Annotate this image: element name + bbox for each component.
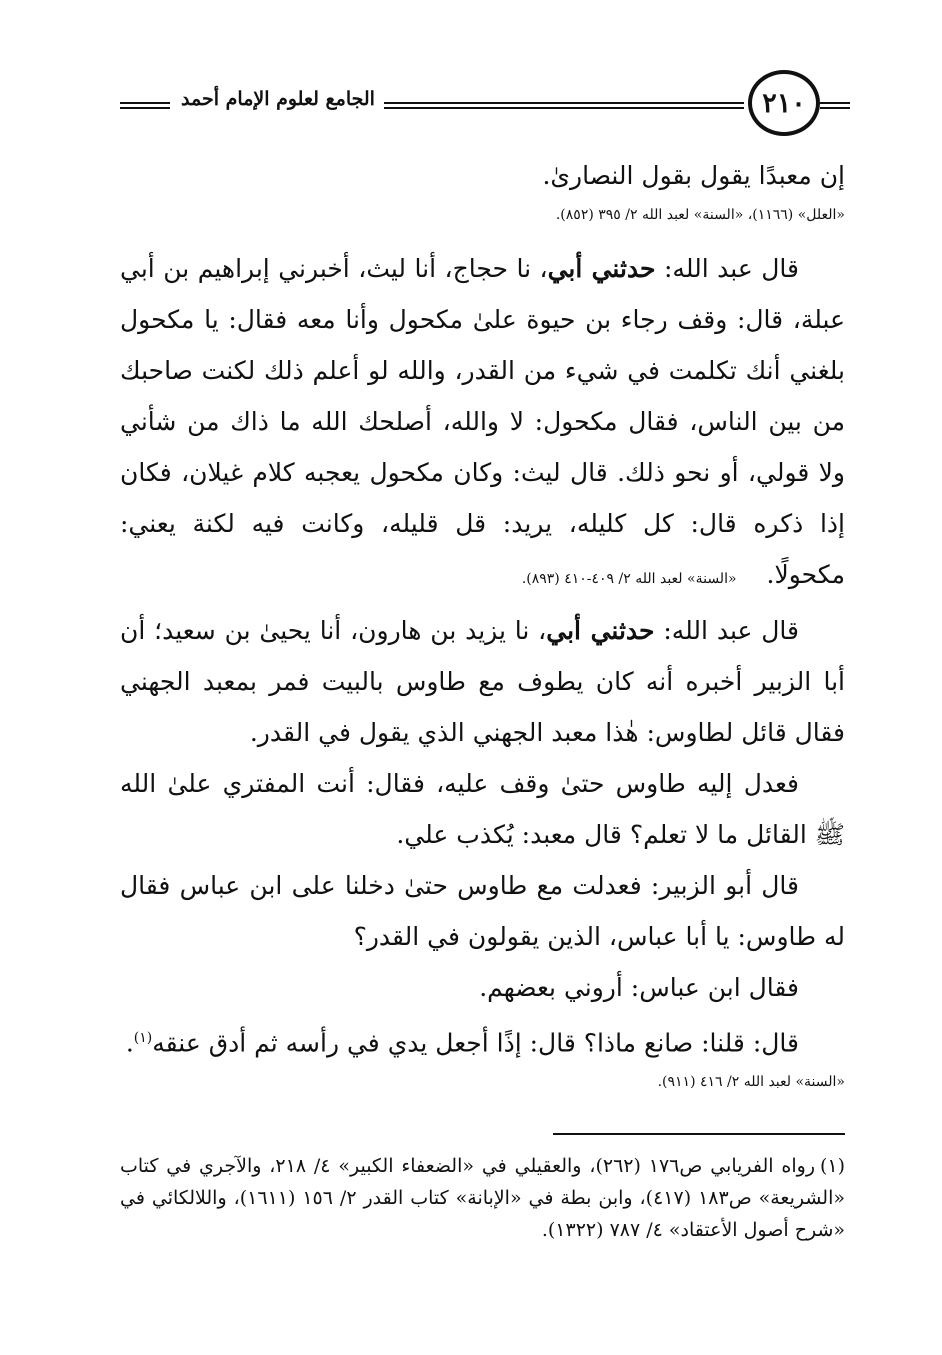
paragraph-text: قال: قلنا: صانع ماذا؟ قال: إذًا أجعل يدي في رأسه ثم أدق عنقه bbox=[152, 1028, 799, 1058]
header-rule-left bbox=[120, 102, 170, 109]
header-rule-right bbox=[820, 102, 850, 109]
narration-bold: حدثني أبي bbox=[547, 254, 656, 283]
narration-text: ، نا حجاج، أنا ليث، أخبرني إبراهيم بن أبي عبلة، قال: وقف رجاء بن حيوة علىٰ مكحول وأنا معه فقال: يا مكحول بلغني أنك تكلمت في شيء من القدر، والله لو أعلم ذلك لكنت صاحبك من بين الناس، فقال مكحول: لا والله، أصلحك الله ما ذاك من شأني ولا قولي، أو نحو ذلك. قال ليث: وكان مكحول يعجبه كلام غيلان، فكان إذا ذكره قال: كل كليله، يريد: قل قليله، وكانت فيه لكنة يعني: مكحولًا. bbox=[120, 254, 845, 589]
page-number-badge bbox=[748, 70, 820, 136]
paragraph-text: فقال ابن عباس: أروني بعضهم. bbox=[479, 973, 799, 1002]
paragraph-narration-1 bbox=[120, 243, 845, 605]
paragraph-narration-2 bbox=[120, 605, 845, 758]
running-title: الجامع لعلوم الإمام أحمد bbox=[181, 88, 375, 110]
paragraph-3 bbox=[120, 758, 845, 860]
narration-bold: حدثني أبي bbox=[546, 616, 655, 645]
narration-intro: قال عبد الله: bbox=[654, 616, 799, 645]
source-reference: «السنة» لعبد الله ٢/ ٤١٦ (٩١١). bbox=[657, 1074, 845, 1091]
page-number: ٢١٠ bbox=[762, 87, 806, 119]
footnote-text: رواه الفريابي ص١٧٦ (٢٦٢)، والعقيلي في «الضعفاء الكبير» ٤/ ٢١٨، والآجري في كتاب «الشريعة» ص١٨٣ (٤١٧)، وابن بطة في «الإبانة» كتاب القدر ٢/ ١٥٦ (١٦١١)، واللالكائي في «شرح أصول الأعتقاد» ٤/ ٧٨٧ (١٣٢٢). bbox=[120, 1155, 845, 1241]
paragraph-intro bbox=[120, 150, 845, 201]
paragraph-end: . bbox=[125, 1028, 134, 1058]
intro-text: إن معبدًا يقول بقول النصارىٰ. bbox=[542, 161, 845, 190]
source-reference: «العلل» (١١٦٦)، «السنة» لعبد الله ٢/ ٣٩٥ (٨٥٢). bbox=[555, 207, 845, 223]
footnote-separator bbox=[553, 1133, 845, 1135]
paragraph-4 bbox=[120, 860, 845, 962]
footnote-1 bbox=[120, 1150, 845, 1246]
main-text bbox=[120, 150, 845, 1110]
narration-intro: قال عبد الله: bbox=[655, 254, 799, 283]
footnote-marker: (١) bbox=[819, 1155, 845, 1177]
footnotes bbox=[120, 1150, 845, 1246]
paragraph-5 bbox=[120, 962, 845, 1013]
narration-text: ، نا يزيد بن هارون، أنا يحيىٰ بن سعيد؛ أن أبا الزبير أخبره أنه كان يطوف مع طاوس بالبيت فمر بمعبد الجهني فقال قائل لطاوس: هٰذا معبد الجهني الذي يقول في القدر. bbox=[120, 616, 845, 747]
header-rule-middle bbox=[384, 102, 744, 109]
paragraph-text: فعدل إليه طاوس حتىٰ وقف عليه، فقال: أنت المفتري علىٰ الله ﷺ القائل ما لا تعلم؟ قال معبد: يُكذب علي. bbox=[120, 769, 845, 849]
paragraph-text: قال أبو الزبير: فعدلت مع طاوس حتىٰ دخلنا على ابن عباس فقال له طاوس: يا أبا عباس، الذين يقولون في القدر؟ bbox=[120, 871, 845, 951]
source-reference: «السنة» لعبد الله ٢/ ٤٠٩-٤١٠ (٨٩٣). bbox=[521, 571, 737, 587]
footnote-ref[interactable]: (١) bbox=[133, 1030, 153, 1046]
paragraph-6 bbox=[120, 1013, 845, 1068]
